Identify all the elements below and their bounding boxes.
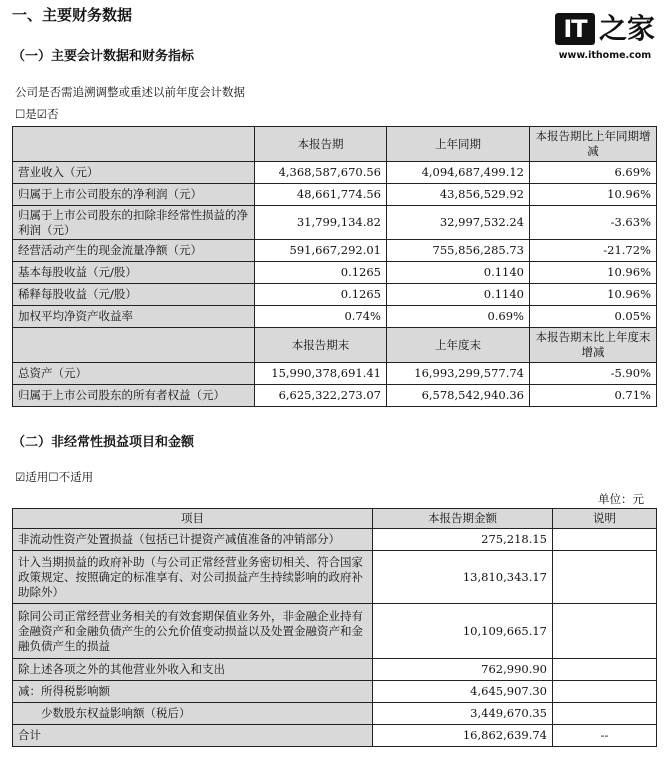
- row-label: 除同公司正常经营业务相关的有效套期保值业务外，非金融企业持有金融资产和金融负债产生的公允价值变动损益以及处置金融资产和金融负债产生的损益: [13, 604, 373, 659]
- row-label: 少数股东权益影响额（税后）: [13, 703, 373, 725]
- cell-value: 10.96%: [530, 262, 657, 284]
- subsection-title-1: （一）主要会计数据和财务指标: [12, 49, 195, 64]
- cell-value: 762,990.90: [373, 659, 553, 681]
- row-label: 总资产（元）: [13, 363, 255, 385]
- table-row: [13, 604, 657, 659]
- cell-value: 6,578,542,940.36: [387, 385, 530, 407]
- table2-header-note: 说明: [553, 509, 657, 529]
- row-label: 经营活动产生的现金流量净额（元）: [13, 240, 255, 262]
- table-row: [13, 284, 657, 306]
- ithome-logo-mark: [554, 10, 656, 48]
- table-row: [13, 162, 657, 184]
- cell-value: 275,218.15: [373, 529, 553, 551]
- cell-value: 0.1265: [255, 262, 387, 284]
- cell-value: 0.74%: [255, 306, 387, 328]
- row-label: 加权平均净资产收益率: [13, 306, 255, 328]
- financial-indicators-table: [12, 126, 657, 407]
- logo-it-text: IT: [555, 13, 595, 45]
- cell-value: 15,990,378,691.41: [255, 363, 387, 385]
- table-row: [13, 551, 657, 604]
- cell-value: 0.1140: [387, 284, 530, 306]
- cell-value: 6.69%: [530, 162, 657, 184]
- row-label: 归属于上市公司股东的所有者权益（元）: [13, 385, 255, 407]
- logo-url: www.ithome.com: [558, 50, 652, 61]
- row-label: 合计: [13, 725, 373, 747]
- table-row: [13, 363, 657, 385]
- cell-note: [553, 604, 657, 659]
- table-row: [13, 703, 657, 725]
- row-label: 计入当期损益的政府补助（与公司正常经营业务密切相关、符合国家政策规定、按照确定的标准享有、对公司损益产生持续影响的政府补助除外）: [13, 551, 373, 604]
- table-row-total: [13, 725, 657, 747]
- cell-value: 16,862,639.74: [373, 725, 553, 747]
- cell-note: [553, 659, 657, 681]
- table1-header2-change: 本报告期末比上年度末增减: [530, 328, 657, 363]
- table-row: [13, 184, 657, 206]
- cell-value: 10.96%: [530, 184, 657, 206]
- cell-note: [553, 681, 657, 703]
- subsection-title-2: （二）非经常性损益项目和金额: [12, 435, 195, 450]
- cell-note: --: [553, 725, 657, 747]
- restate-choice: ☐是☑否: [15, 107, 59, 121]
- cell-value: 0.69%: [387, 306, 530, 328]
- row-label: 稀释每股收益（元/股）: [13, 284, 255, 306]
- cell-value: -3.63%: [530, 206, 657, 240]
- table-row: [13, 262, 657, 284]
- table-row: [13, 681, 657, 703]
- table1-header2-prior-year-end: 上年度末: [387, 328, 530, 363]
- cell-value: 13,810,343.17: [373, 551, 553, 604]
- row-label: 基本每股收益（元/股）: [13, 262, 255, 284]
- row-label: 除上述各项之外的其他营业外收入和支出: [13, 659, 373, 681]
- cell-value: 6,625,322,273.07: [255, 385, 387, 407]
- cell-value: 43,856,529.92: [387, 184, 530, 206]
- cell-value: 31,799,134.82: [255, 206, 387, 240]
- cell-value: 48,661,774.56: [255, 184, 387, 206]
- cell-value: 591,667,292.01: [255, 240, 387, 262]
- cell-value: 10.96%: [530, 284, 657, 306]
- table2-header-row: [13, 509, 657, 529]
- cell-value: 16,993,299,577.74: [387, 363, 530, 385]
- cell-value: 0.1140: [387, 262, 530, 284]
- cell-value: 4,645,907.30: [373, 681, 553, 703]
- logo-chinese-text: 之家: [598, 12, 655, 45]
- table1-header-blank: [13, 127, 255, 162]
- table-row: [13, 240, 657, 262]
- ithome-logo: [554, 10, 656, 61]
- table-row: [13, 306, 657, 328]
- table1-header2-blank: [13, 328, 255, 363]
- cell-value: 0.71%: [530, 385, 657, 407]
- restate-question: 公司是否需追溯调整或重述以前年度会计数据: [15, 85, 245, 99]
- table1-header-current: 本报告期: [255, 127, 387, 162]
- table-row: [13, 529, 657, 551]
- table1-header-row: [13, 127, 657, 162]
- unit-label: 单位：元: [598, 492, 644, 506]
- table-row: [13, 659, 657, 681]
- cell-value: -21.72%: [530, 240, 657, 262]
- table2-header-amount: 本报告期金额: [373, 509, 553, 529]
- cell-value: 4,368,587,670.56: [255, 162, 387, 184]
- cell-note: [553, 703, 657, 725]
- table1-header-row-2: [13, 328, 657, 363]
- non-recurring-items-table: [12, 508, 657, 747]
- table-row: [13, 385, 657, 407]
- table2-header-item: 项目: [13, 509, 373, 529]
- cell-value: 0.1265: [255, 284, 387, 306]
- row-label: 归属于上市公司股东的扣除非经常性损益的净利润（元）: [13, 206, 255, 240]
- row-label: 营业收入（元）: [13, 162, 255, 184]
- cell-value: 10,109,665.17: [373, 604, 553, 659]
- cell-value: 32,997,532.24: [387, 206, 530, 240]
- section-title: 一、主要财务数据: [12, 6, 133, 24]
- cell-value: 3,449,670.35: [373, 703, 553, 725]
- cell-value: 0.05%: [530, 306, 657, 328]
- cell-note: [553, 551, 657, 604]
- row-label: 归属于上市公司股东的净利润（元）: [13, 184, 255, 206]
- table-row: [13, 206, 657, 240]
- applicable-choice: ☑适用☐不适用: [15, 470, 94, 484]
- table1-header2-period-end: 本报告期末: [255, 328, 387, 363]
- row-label: 非流动性资产处置损益（包括已计提资产减值准备的冲销部分）: [13, 529, 373, 551]
- cell-value: 4,094,687,499.12: [387, 162, 530, 184]
- cell-note: [553, 529, 657, 551]
- cell-value: 755,856,285.73: [387, 240, 530, 262]
- table1-header-change: 本报告期比上年同期增减: [530, 127, 657, 162]
- table1-header-prior: 上年同期: [387, 127, 530, 162]
- row-label: 减：所得税影响额: [13, 681, 373, 703]
- cell-value: -5.90%: [530, 363, 657, 385]
